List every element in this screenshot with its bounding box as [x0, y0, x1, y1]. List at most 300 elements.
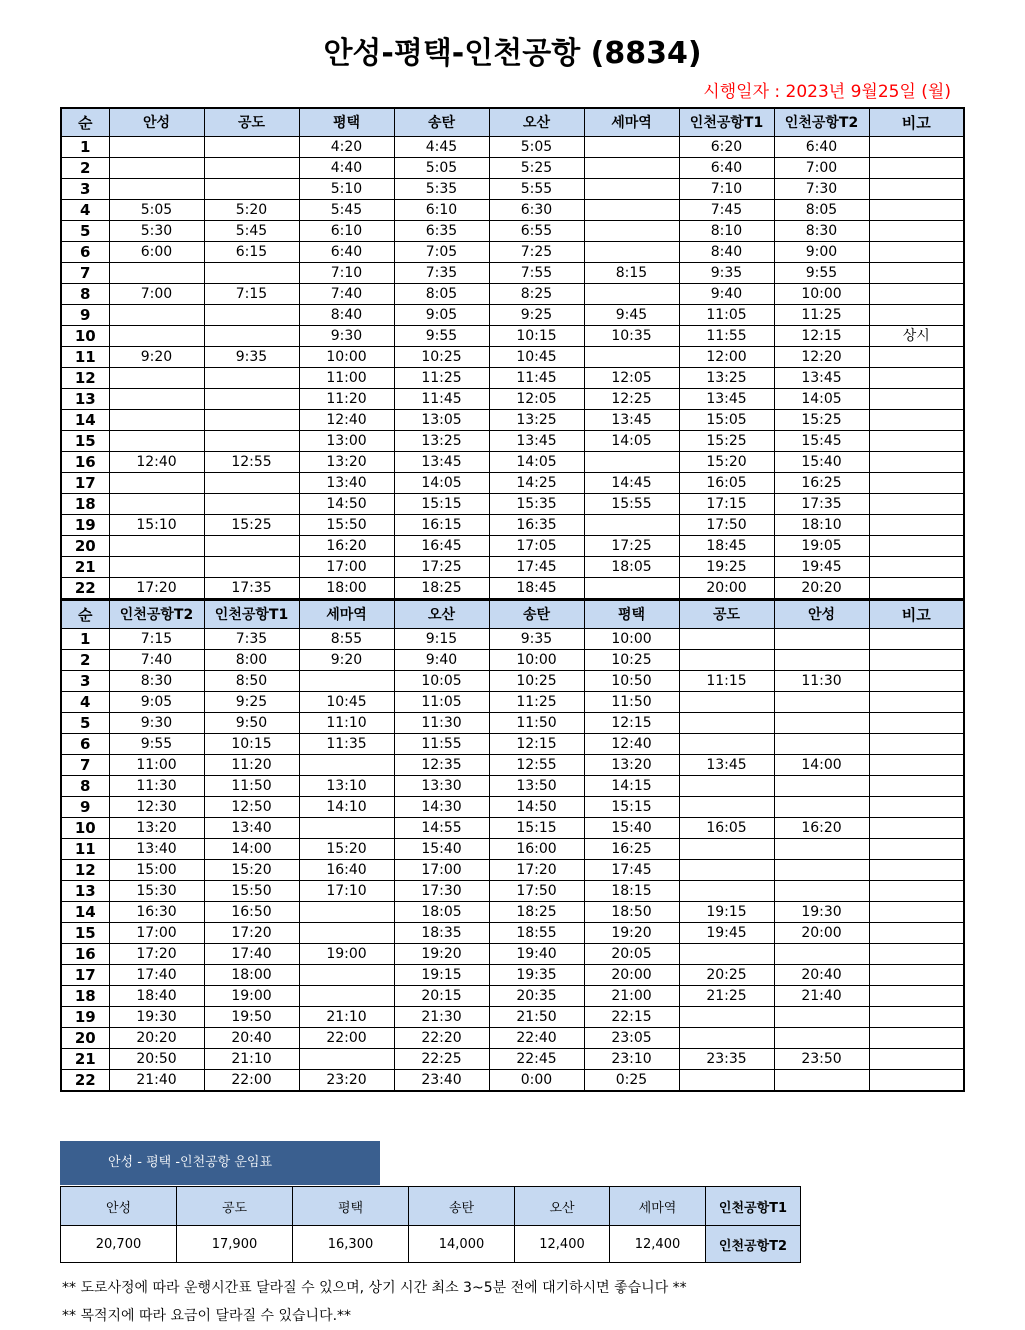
row-number: 11	[61, 347, 109, 368]
time-cell: 9:15	[394, 629, 489, 650]
table-row	[61, 692, 964, 713]
table-row	[61, 536, 964, 557]
time-cell	[299, 965, 394, 986]
time-cell	[869, 242, 964, 263]
time-cell: 5:10	[299, 179, 394, 200]
time-cell	[204, 305, 299, 326]
row-number: 10	[61, 818, 109, 839]
time-cell	[109, 179, 204, 200]
fare-value-cell: 12,400	[610, 1226, 706, 1263]
time-cell: 17:00	[394, 860, 489, 881]
time-cell: 21:50	[489, 1007, 584, 1028]
time-cell: 14:10	[299, 797, 394, 818]
time-cell	[774, 797, 869, 818]
row-number: 15	[61, 431, 109, 452]
time-cell: 20:20	[774, 578, 869, 600]
time-cell: 13:50	[489, 776, 584, 797]
time-cell: 9:45	[584, 305, 679, 326]
time-cell: 10:00	[774, 284, 869, 305]
time-cell: 12:40	[299, 410, 394, 431]
time-cell: 4:20	[299, 137, 394, 158]
table-row	[61, 776, 964, 797]
time-cell: 6:55	[489, 221, 584, 242]
time-cell	[584, 179, 679, 200]
time-cell	[869, 650, 964, 671]
time-cell: 17:20	[109, 578, 204, 600]
time-cell: 10:25	[394, 347, 489, 368]
time-cell: 18:25	[489, 902, 584, 923]
inbound-header-cell: 순	[61, 600, 109, 629]
time-cell: 8:55	[299, 629, 394, 650]
time-cell	[869, 839, 964, 860]
time-cell: 20:50	[109, 1049, 204, 1070]
time-cell: 17:30	[394, 881, 489, 902]
time-cell	[109, 368, 204, 389]
time-cell	[869, 692, 964, 713]
time-cell	[869, 755, 964, 776]
fare-table-title: 안성 - 평택 -인천공항 운임표	[60, 1141, 380, 1185]
time-cell: 9:25	[489, 305, 584, 326]
fare-header-row	[61, 1187, 801, 1226]
time-cell: 17:10	[299, 881, 394, 902]
time-cell: 17:50	[679, 515, 774, 536]
time-cell: 16:35	[489, 515, 584, 536]
time-cell: 19:45	[774, 557, 869, 578]
time-cell	[204, 431, 299, 452]
time-cell: 7:40	[109, 650, 204, 671]
inbound-header-cell: 비고	[869, 600, 964, 629]
table-row	[61, 368, 964, 389]
table-row	[61, 347, 964, 368]
time-cell: 15:00	[109, 860, 204, 881]
outbound-header-cell: 송탄	[394, 108, 489, 137]
time-cell: 13:00	[299, 431, 394, 452]
time-cell	[679, 797, 774, 818]
time-cell: 11:30	[109, 776, 204, 797]
time-cell: 5:05	[109, 200, 204, 221]
time-cell: 17:20	[489, 860, 584, 881]
time-cell: 8:10	[679, 221, 774, 242]
time-cell: 7:30	[774, 179, 869, 200]
fare-value-row	[61, 1226, 801, 1263]
time-cell	[204, 473, 299, 494]
table-row	[61, 137, 964, 158]
row-number: 13	[61, 881, 109, 902]
inbound-header-cell: 송탄	[489, 600, 584, 629]
row-number: 7	[61, 755, 109, 776]
time-cell	[679, 1028, 774, 1049]
time-cell	[869, 986, 964, 1007]
table-row	[61, 221, 964, 242]
time-cell: 13:40	[109, 839, 204, 860]
time-cell: 18:25	[394, 578, 489, 600]
time-cell: 10:05	[394, 671, 489, 692]
time-cell	[869, 347, 964, 368]
time-cell: 11:45	[394, 389, 489, 410]
time-cell	[869, 713, 964, 734]
time-cell	[584, 137, 679, 158]
time-cell: 18:45	[489, 578, 584, 600]
time-cell	[869, 1007, 964, 1028]
time-cell: 10:00	[584, 629, 679, 650]
time-cell	[869, 452, 964, 473]
time-cell: 20:00	[679, 578, 774, 600]
time-cell: 6:40	[679, 158, 774, 179]
time-cell: 9:35	[489, 629, 584, 650]
time-cell: 11:50	[204, 776, 299, 797]
time-cell: 15:25	[774, 410, 869, 431]
time-cell	[869, 410, 964, 431]
time-cell	[204, 536, 299, 557]
table-row	[61, 452, 964, 473]
time-cell	[299, 986, 394, 1007]
time-cell: 6:15	[204, 242, 299, 263]
row-number: 18	[61, 494, 109, 515]
time-cell: 15:35	[489, 494, 584, 515]
time-cell: 11:50	[584, 692, 679, 713]
time-cell: 11:10	[299, 713, 394, 734]
time-cell: 8:30	[109, 671, 204, 692]
time-cell: 6:40	[774, 137, 869, 158]
time-cell: 14:05	[774, 389, 869, 410]
time-cell: 16:05	[679, 818, 774, 839]
time-cell: 14:00	[204, 839, 299, 860]
time-cell	[869, 431, 964, 452]
time-cell: 23:20	[299, 1070, 394, 1092]
time-cell: 16:25	[584, 839, 679, 860]
time-cell: 17:45	[489, 557, 584, 578]
time-cell: 19:30	[109, 1007, 204, 1028]
time-cell: 15:40	[394, 839, 489, 860]
time-cell	[584, 284, 679, 305]
time-cell: 13:25	[679, 368, 774, 389]
time-cell: 17:35	[204, 578, 299, 600]
time-cell: 8:40	[679, 242, 774, 263]
time-cell: 8:30	[774, 221, 869, 242]
time-cell: 9:55	[394, 326, 489, 347]
inbound-header-cell: 안성	[774, 600, 869, 629]
time-cell: 18:45	[679, 536, 774, 557]
row-number: 18	[61, 986, 109, 1007]
time-cell: 6:30	[489, 200, 584, 221]
time-cell	[299, 755, 394, 776]
time-cell: 11:30	[394, 713, 489, 734]
time-cell: 4:40	[299, 158, 394, 179]
fare-header-cell: 공도	[177, 1187, 293, 1226]
time-cell	[584, 515, 679, 536]
time-cell: 15:55	[584, 494, 679, 515]
time-cell: 18:50	[584, 902, 679, 923]
row-number: 17	[61, 473, 109, 494]
fare-header-cell: 세마역	[610, 1187, 706, 1226]
time-cell	[869, 671, 964, 692]
time-cell: 8:05	[774, 200, 869, 221]
row-number: 20	[61, 1028, 109, 1049]
row-number: 13	[61, 389, 109, 410]
outbound-header-cell: 안성	[109, 108, 204, 137]
time-cell: 14:25	[489, 473, 584, 494]
time-cell: 11:20	[299, 389, 394, 410]
time-cell: 23:35	[679, 1049, 774, 1070]
row-number: 5	[61, 713, 109, 734]
time-cell: 20:40	[774, 965, 869, 986]
time-cell	[109, 557, 204, 578]
time-cell	[774, 713, 869, 734]
time-cell: 7:45	[679, 200, 774, 221]
time-cell: 22:00	[204, 1070, 299, 1092]
time-cell	[869, 1028, 964, 1049]
table-row	[61, 557, 964, 578]
time-cell: 9:55	[774, 263, 869, 284]
time-cell	[774, 650, 869, 671]
time-cell	[584, 347, 679, 368]
time-cell: 9:30	[299, 326, 394, 347]
time-cell: 14:05	[394, 473, 489, 494]
table-row	[61, 671, 964, 692]
time-cell: 10:45	[299, 692, 394, 713]
time-cell: 22:45	[489, 1049, 584, 1070]
time-cell: 18:00	[299, 578, 394, 600]
time-cell: 10:15	[489, 326, 584, 347]
time-cell: 8:25	[489, 284, 584, 305]
table-row	[61, 284, 964, 305]
row-number: 22	[61, 1070, 109, 1092]
outbound-header-cell: 순	[61, 108, 109, 137]
fare-value-cell: 인천공항T2	[706, 1226, 801, 1263]
time-cell: 10:25	[584, 650, 679, 671]
time-cell: 15:20	[299, 839, 394, 860]
time-cell: 13:45	[679, 389, 774, 410]
time-cell: 9:25	[204, 692, 299, 713]
time-cell	[109, 494, 204, 515]
time-cell: 13:30	[394, 776, 489, 797]
time-cell: 13:45	[489, 431, 584, 452]
row-number: 2	[61, 650, 109, 671]
time-cell: 4:45	[394, 137, 489, 158]
inbound-header-cell: 인천공항T1	[204, 600, 299, 629]
time-cell: 17:00	[299, 557, 394, 578]
time-cell	[869, 860, 964, 881]
time-cell: 19:45	[679, 923, 774, 944]
outbound-header-cell: 비고	[869, 108, 964, 137]
time-cell	[679, 650, 774, 671]
time-cell	[109, 158, 204, 179]
table-row	[61, 860, 964, 881]
time-cell	[869, 284, 964, 305]
table-row	[61, 200, 964, 221]
time-cell: 22:40	[489, 1028, 584, 1049]
time-cell	[679, 1007, 774, 1028]
time-cell: 11:55	[679, 326, 774, 347]
time-cell	[869, 494, 964, 515]
time-cell: 15:15	[394, 494, 489, 515]
time-cell: 11:05	[394, 692, 489, 713]
time-cell: 7:15	[109, 629, 204, 650]
time-cell: 17:40	[109, 965, 204, 986]
outbound-header-cell: 인천공항T2	[774, 108, 869, 137]
time-cell: 12:15	[489, 734, 584, 755]
time-cell: 15:05	[679, 410, 774, 431]
table-row	[61, 431, 964, 452]
time-cell: 18:35	[394, 923, 489, 944]
time-cell: 10:45	[489, 347, 584, 368]
time-cell	[204, 326, 299, 347]
time-cell: 5:55	[489, 179, 584, 200]
time-cell	[584, 578, 679, 600]
outbound-header-cell: 평택	[299, 108, 394, 137]
time-cell: 20:15	[394, 986, 489, 1007]
time-cell: 12:15	[774, 326, 869, 347]
time-cell: 19:00	[299, 944, 394, 965]
time-cell: 7:00	[774, 158, 869, 179]
time-cell	[869, 965, 964, 986]
inbound-header-cell: 세마역	[299, 600, 394, 629]
time-cell: 19:15	[679, 902, 774, 923]
time-cell	[109, 431, 204, 452]
time-cell: 11:20	[204, 755, 299, 776]
time-cell	[679, 629, 774, 650]
time-cell	[109, 137, 204, 158]
inbound-header-cell: 평택	[584, 600, 679, 629]
time-cell	[109, 473, 204, 494]
row-number: 1	[61, 629, 109, 650]
time-cell	[869, 515, 964, 536]
time-cell: 12:20	[774, 347, 869, 368]
row-number: 22	[61, 578, 109, 600]
time-cell: 13:40	[204, 818, 299, 839]
outbound-header-cell: 인천공항T1	[679, 108, 774, 137]
time-cell: 17:15	[679, 494, 774, 515]
note-fare: ** 목적지에 따라 요금이 달라질 수 있습니다.**	[62, 1308, 352, 1324]
time-cell: 10:15	[204, 734, 299, 755]
table-row	[61, 839, 964, 860]
time-cell: 20:00	[774, 923, 869, 944]
time-cell: 10:50	[584, 671, 679, 692]
time-cell: 7:35	[394, 263, 489, 284]
time-cell: 7:15	[204, 284, 299, 305]
time-cell	[204, 410, 299, 431]
time-cell	[869, 263, 964, 284]
time-cell: 21:00	[584, 986, 679, 1007]
time-cell	[204, 389, 299, 410]
time-cell: 16:00	[489, 839, 584, 860]
time-cell: 19:50	[204, 1007, 299, 1028]
time-cell: 23:10	[584, 1049, 679, 1070]
table-row	[61, 242, 964, 263]
row-number: 19	[61, 1007, 109, 1028]
time-cell: 22:20	[394, 1028, 489, 1049]
time-cell: 22:00	[299, 1028, 394, 1049]
time-cell: 6:20	[679, 137, 774, 158]
table-row	[61, 263, 964, 284]
time-cell: 11:30	[774, 671, 869, 692]
time-cell	[774, 860, 869, 881]
time-cell	[679, 881, 774, 902]
time-cell	[584, 452, 679, 473]
time-cell: 17:40	[204, 944, 299, 965]
time-cell: 14:00	[774, 755, 869, 776]
row-number: 14	[61, 902, 109, 923]
time-cell: 13:10	[299, 776, 394, 797]
inbound-header-cell: 오산	[394, 600, 489, 629]
time-cell: 17:25	[584, 536, 679, 557]
time-cell: 9:40	[394, 650, 489, 671]
time-cell	[584, 158, 679, 179]
time-cell: 23:05	[584, 1028, 679, 1049]
time-cell	[869, 923, 964, 944]
table-row	[61, 629, 964, 650]
time-cell: 9:55	[109, 734, 204, 755]
time-cell	[869, 179, 964, 200]
inbound-header-cell: 인천공항T2	[109, 600, 204, 629]
time-cell: 21:10	[204, 1049, 299, 1070]
time-cell: 16:20	[774, 818, 869, 839]
row-number: 4	[61, 692, 109, 713]
time-cell: 8:40	[299, 305, 394, 326]
row-number: 11	[61, 839, 109, 860]
time-cell: 20:40	[204, 1028, 299, 1049]
time-cell: 13:20	[584, 755, 679, 776]
time-cell	[299, 1049, 394, 1070]
time-cell	[869, 389, 964, 410]
time-cell: 14:55	[394, 818, 489, 839]
row-number: 12	[61, 368, 109, 389]
table-row	[61, 965, 964, 986]
time-cell: 22:15	[584, 1007, 679, 1028]
time-cell: 16:15	[394, 515, 489, 536]
time-cell	[584, 200, 679, 221]
time-cell: 17:20	[109, 944, 204, 965]
time-cell: 6:00	[109, 242, 204, 263]
table-row	[61, 578, 964, 600]
time-cell: 8:15	[584, 263, 679, 284]
row-number: 7	[61, 263, 109, 284]
time-cell: 17:50	[489, 881, 584, 902]
time-cell: 12:35	[394, 755, 489, 776]
time-cell	[679, 734, 774, 755]
time-cell: 5:45	[204, 221, 299, 242]
time-cell: 10:35	[584, 326, 679, 347]
time-cell	[204, 263, 299, 284]
time-cell: 14:05	[489, 452, 584, 473]
fare-header-cell: 인천공항T1	[706, 1187, 801, 1226]
fare-value-cell: 12,400	[515, 1226, 610, 1263]
table-row	[61, 755, 964, 776]
row-number: 17	[61, 965, 109, 986]
time-cell: 8:00	[204, 650, 299, 671]
time-cell: 13:20	[109, 818, 204, 839]
row-number: 9	[61, 797, 109, 818]
time-cell: 19:25	[679, 557, 774, 578]
time-cell: 5:25	[489, 158, 584, 179]
row-number: 14	[61, 410, 109, 431]
time-cell: 16:40	[299, 860, 394, 881]
time-cell: 15:15	[489, 818, 584, 839]
time-cell	[869, 818, 964, 839]
time-cell	[774, 944, 869, 965]
time-cell: 13:45	[679, 755, 774, 776]
time-cell	[869, 158, 964, 179]
row-number: 8	[61, 284, 109, 305]
time-cell: 7:00	[109, 284, 204, 305]
time-cell	[584, 242, 679, 263]
time-cell: 20:20	[109, 1028, 204, 1049]
time-cell: 6:40	[299, 242, 394, 263]
time-cell: 13:45	[584, 410, 679, 431]
time-cell: 16:45	[394, 536, 489, 557]
row-number: 8	[61, 776, 109, 797]
time-cell: 9:50	[204, 713, 299, 734]
